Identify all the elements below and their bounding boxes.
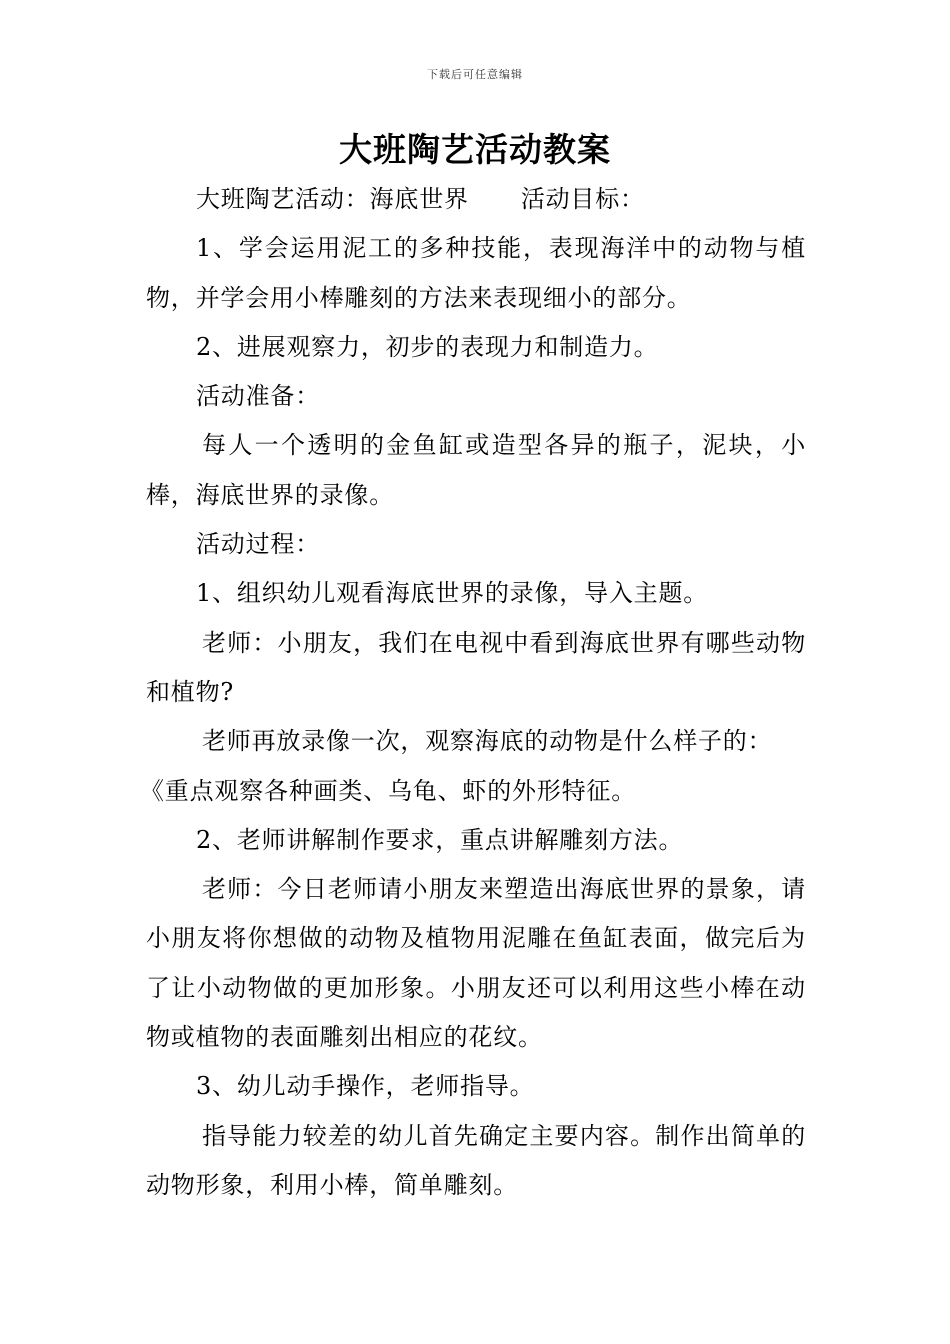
- teacher-question: 老师：小朋友，我们在电视中看到海底世界有哪些动物和植物?: [146, 628, 806, 706]
- activity-theme: 大班陶艺活动：海底世界: [196, 185, 469, 213]
- teacher-replay: 老师再放录像一次，观察海底的动物是什么样子的：: [202, 727, 773, 756]
- header-note: 下载后可任意编辑: [427, 68, 523, 81]
- teacher-instructions: 老师：今日老师请小朋友来塑造出海底世界的景象，请小朋友将你想做的动物及植物用泥雕在鱼缸表面，做完后为了让小动物做的更加形象。小朋友还可以利用这些小棒在动物或植物的表面雕刻出相应的花纹。: [146, 875, 806, 1052]
- goal-label: 活动目标：: [520, 185, 645, 213]
- goal-item-1: 1、学会运用泥工的多种技能，表现海洋中的动物与植物，并学会用小棒雕刻的方法来表现细小的部分。: [146, 234, 806, 312]
- process-step-3: 3、幼儿动手操作，老师指导。: [196, 1072, 535, 1101]
- process-heading: 活动过程：: [196, 530, 320, 559]
- process-step-2: 2、老师讲解制作要求，重点讲解雕刻方法。: [196, 825, 684, 854]
- process-step-1: 1、组织幼儿观看海底世界的录像，导入主题。: [196, 579, 709, 608]
- preparation-heading: 活动准备：: [196, 382, 320, 411]
- observation-focus: 《重点观察各种画类、乌龟、虾的外形特征。: [140, 776, 636, 805]
- document-body: [140, 175, 806, 1210]
- preparation-text: 每人一个透明的金鱼缸或造型各异的瓶子，泥块，小棒，海底世界的录像。: [146, 431, 806, 509]
- guidance-text: 指导能力较差的幼儿首先确定主要内容。制作出简单的动物形象，利用小棒，简单雕刻。: [146, 1121, 806, 1199]
- intro-line: [146, 175, 806, 224]
- goal-item-2: 2、进展观察力，初步的表现力和制造力。: [196, 332, 659, 361]
- document-title: 大班陶艺活动教案: [339, 130, 611, 169]
